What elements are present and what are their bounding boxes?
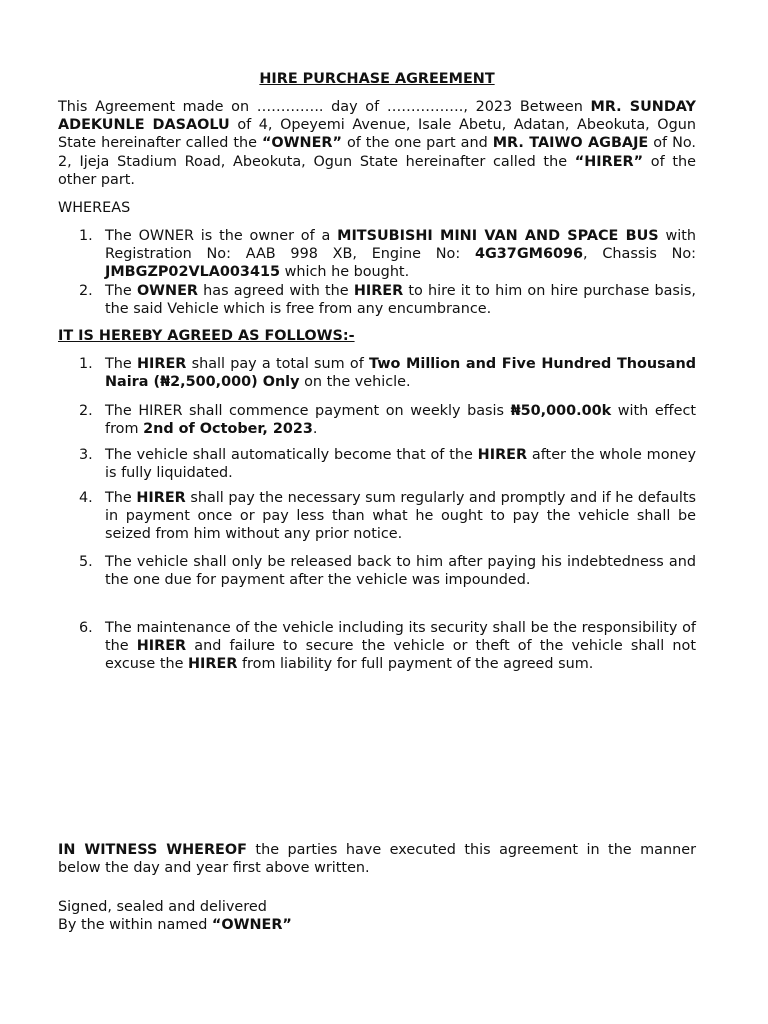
list-number: 4.	[79, 490, 93, 506]
signed-line: Signed, sealed and delivered	[58, 899, 267, 915]
whereas-list	[58, 227, 696, 318]
owner-tag: “OWNER”	[261, 135, 342, 152]
list-number: 5.	[79, 554, 93, 570]
list-number: 3.	[79, 447, 93, 463]
item-text: The maintenance of the vehicle including its security shall be the responsibility of the	[105, 620, 696, 655]
item-text: The HIRER shall commence payment on weekly basis	[105, 403, 511, 419]
item-text: The OWNER is the owner of a	[105, 228, 338, 244]
intro-paragraph	[58, 98, 696, 189]
total-amount: Two Million and Five Hundred Thousand Naira (₦2,500,000) Only	[105, 356, 697, 391]
list-number: 2.	[79, 282, 93, 299]
whereas-label: WHEREAS	[58, 200, 131, 216]
term-item	[58, 553, 696, 589]
intro-text-4: of No. 2, Ijeja Stadium Road, Abeokuta, Ogun State hereinafter called the	[58, 135, 696, 170]
item-text: , Chassis No:	[583, 246, 696, 263]
item-text: The	[105, 282, 137, 299]
item-text: with Registration No: AAB 998 XB, Engine No:	[105, 228, 696, 263]
terms-list-5	[58, 553, 696, 589]
term-item	[58, 355, 696, 391]
intro-text-1: This Agreement made on ………….. day of ……………., 2023 Between	[58, 99, 591, 115]
item-text: on the vehicle.	[299, 374, 411, 391]
item-text: has agreed with the	[198, 282, 354, 299]
owner-tag: “OWNER”	[211, 917, 292, 934]
chassis-number: JMBGZP02VLA003415	[105, 264, 280, 281]
owner-name: MR. SUNDAY ADEKUNLE DASAOLU	[58, 99, 696, 134]
list-number: 1.	[79, 228, 93, 244]
terms-list-6	[58, 619, 696, 674]
item-text: The vehicle shall automatically become that of the	[105, 447, 478, 463]
item-text: The vehicle shall only be released back to him after paying his indebtedness and the one due for payment after the vehicle was impounded.	[105, 554, 696, 589]
hirer-name: MR. TAIWO AGBAJE	[492, 135, 649, 152]
hirer-term: HIRER	[477, 447, 528, 463]
agreed-heading: IT IS HEREBY AGREED AS FOLLOWS:-	[58, 328, 355, 344]
item-text: The	[105, 356, 137, 372]
term-item	[58, 402, 696, 438]
term-item	[58, 446, 696, 482]
by-owner-text: By the within named	[58, 917, 212, 934]
witness-heading: IN WITNESS WHEREOF	[58, 842, 247, 858]
hirer-term: HIRER	[136, 356, 187, 372]
terms-list-2	[58, 402, 696, 438]
whereas-item	[58, 227, 696, 282]
item-text: with effect from	[105, 403, 696, 438]
item-text: after the whole money is fully liquidated.	[105, 447, 696, 482]
item-text: shall pay the necessary sum regularly and promptly and if he defaults in payment once or pay less than what he ought to pay the vehicle shall be seized from him without any prior notice.	[105, 490, 696, 543]
hirer-term: HIRER	[188, 656, 238, 673]
item-text: which he bought.	[280, 264, 410, 281]
item-text: and failure to secure the vehicle or theft of the vehicle shall not excuse the	[105, 638, 696, 673]
intro-text-3: of the one part and	[341, 135, 493, 152]
engine-number: 4G37GM6096	[474, 246, 584, 263]
terms-list-4	[58, 489, 696, 544]
list-number: 2.	[79, 403, 93, 419]
item-text: to hire it to him on hire purchase basis, the said Vehicle which is free from any encumbrance.	[105, 282, 696, 317]
list-number: 1.	[79, 356, 93, 372]
by-owner-line	[58, 916, 696, 934]
item-text: shall pay a total sum of	[186, 356, 369, 372]
hirer-term: HIRER	[136, 490, 186, 506]
hirer-term: HIRER	[353, 282, 404, 299]
vehicle-name: MITSUBISHI MINI VAN AND SPACE BUS	[337, 228, 659, 244]
whereas-item	[58, 282, 696, 318]
intro-text-5: of the other part.	[58, 153, 696, 188]
intro-text-2: of 4, Opeyemi Avenue, Isale Abetu, Adatan, Abeokuta, Ogun State hereinafter called the	[58, 117, 696, 152]
terms-list-3	[58, 446, 696, 482]
hirer-term: HIRER	[136, 638, 187, 655]
term-item	[58, 619, 696, 674]
item-text: The	[105, 490, 137, 506]
start-date: 2nd of October, 2023	[143, 421, 313, 438]
owner-term: OWNER	[136, 282, 198, 299]
weekly-amount: ₦50,000.00k	[510, 403, 612, 419]
list-number: 6.	[79, 620, 93, 636]
document-title: HIRE PURCHASE AGREEMENT	[259, 71, 495, 87]
hirer-tag: “HIRER”	[574, 153, 644, 170]
terms-list	[58, 355, 696, 391]
witness-text: the parties have executed this agreement in the manner below the day and year first above written.	[58, 842, 696, 877]
item-text: from liability for full payment of the agreed sum.	[237, 656, 594, 673]
term-item	[58, 489, 696, 544]
item-text: .	[312, 421, 318, 438]
witness-paragraph	[58, 841, 696, 877]
signature-block	[58, 898, 696, 934]
